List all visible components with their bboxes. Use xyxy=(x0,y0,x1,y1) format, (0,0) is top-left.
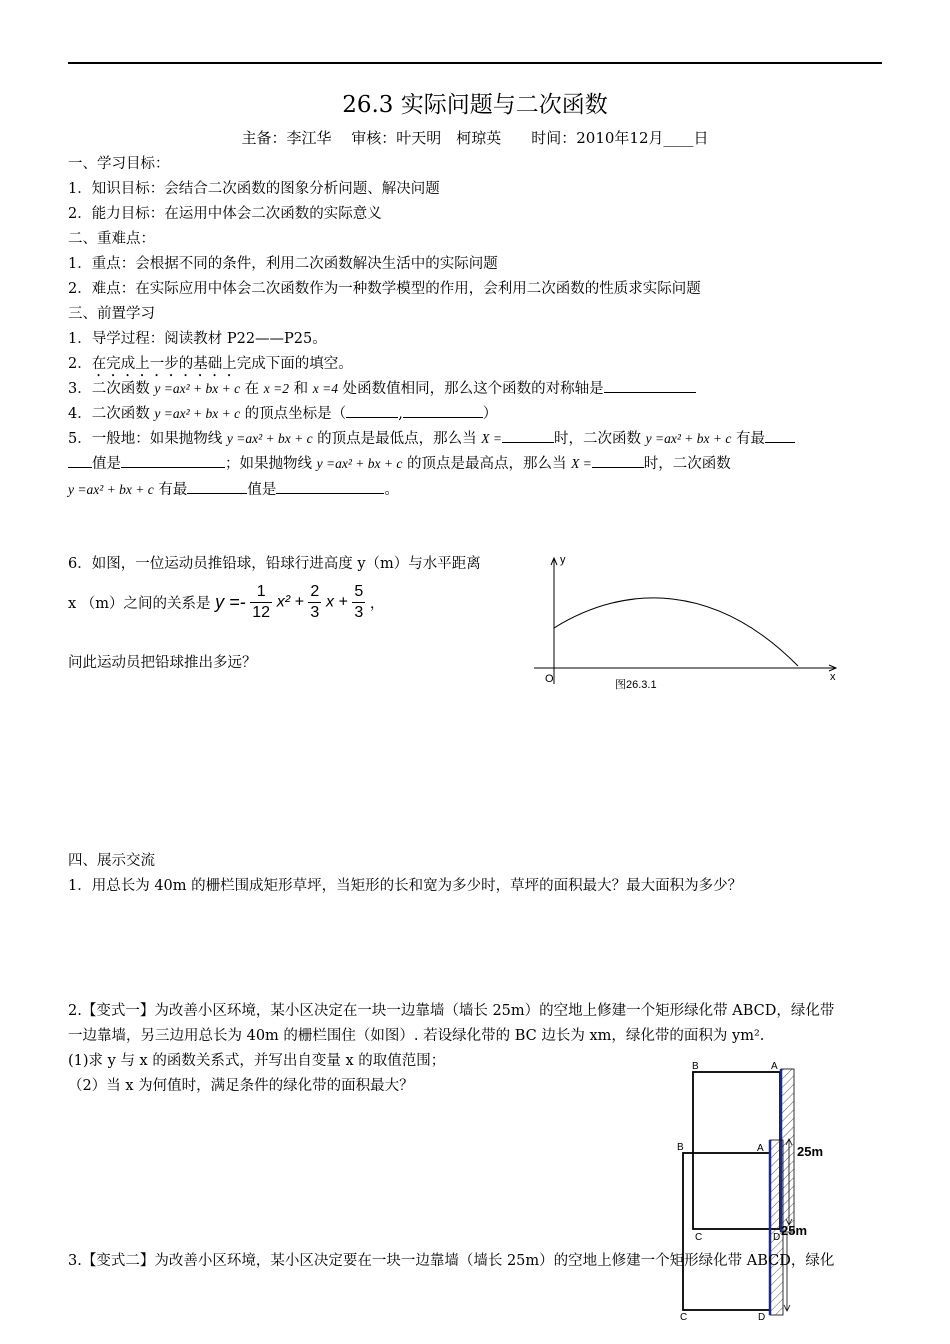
s4-item-2-q1: (1)求 y 与 x 的函数关系式，并写出自变量 x 的取值范围； xyxy=(68,1053,446,1069)
s3-item-5-text-g: 的顶点是最高点，那么当 xyxy=(402,456,572,472)
label-c-2: C xyxy=(680,1312,688,1323)
equation-comma: ， xyxy=(369,596,385,612)
s1-item-2: 2．能力目标：在运用中体会二次函数的实际意义 xyxy=(68,206,382,222)
x-value-2: x =4 xyxy=(312,381,338,396)
s3-item-1: 1．导学过程：阅读教材 P22——P25。 xyxy=(68,331,327,347)
x-value-1: x =2 xyxy=(263,381,290,396)
quadratic-function: y =ax² + bx + c xyxy=(68,482,154,497)
s4-item-2-q2: （2）当 x 为何值时，满足条件的绿化带的面积最大？ xyxy=(68,1078,414,1094)
s3-item-2 xyxy=(68,352,353,380)
wall-length-label-1: 25m xyxy=(797,1144,824,1159)
section-2-heading: 二、重难点： xyxy=(68,231,155,247)
fraction-numerator: 1 xyxy=(250,582,272,603)
wall-length-label-2: 25m xyxy=(781,1223,808,1238)
s3-item-4-comma: , xyxy=(398,406,403,422)
s3-item-6-line-1: 6．如图，一位运动员推铅球，铅球行进高度 y（m）与水平距离 xyxy=(68,556,481,572)
quadratic-function: y =ax² + bx + c xyxy=(645,431,732,446)
s3-item-5-text-e: 值是 xyxy=(92,456,121,472)
quadratic-function: y =ax² + bx + c xyxy=(154,381,241,396)
label-a-1: A xyxy=(771,1061,778,1072)
s3-item-2-suffix: 完成下面的填空。 xyxy=(236,356,353,372)
answer-blank[interactable] xyxy=(403,405,483,418)
s3-item-5-text-h: 时，二次函数 xyxy=(643,456,731,472)
quadratic-function: y =ax² + bx + c xyxy=(154,406,241,421)
s3-item-6-line-2 xyxy=(68,582,384,626)
parabola-curve xyxy=(554,598,798,666)
fraction-5-3 xyxy=(352,582,365,623)
s3-item-3 xyxy=(68,377,696,398)
s3-item-5-line-1 xyxy=(68,427,795,448)
equation-x: x + xyxy=(325,593,348,611)
s3-item-3-text-b: 在 xyxy=(240,381,264,397)
s4-item-2-line-1: 2.【变式一】为改善小区环境，某小区决定在一块一边靠墙（墙长 25m）的空地上修建一个矩形绿化带 ABCD，绿化带 xyxy=(68,1003,835,1019)
fraction-1-12 xyxy=(250,582,272,623)
x-equals: X = xyxy=(481,431,503,446)
answer-blank[interactable] xyxy=(68,455,92,468)
equation-x-squared: x² + xyxy=(276,593,304,611)
s3-item-3-text-c: 和 xyxy=(289,381,313,397)
fraction-numerator: 2 xyxy=(308,582,321,603)
s3-item-2-prefix: 2． xyxy=(68,356,92,372)
s3-item-5-text-b: 的顶点是最低点，那么当 xyxy=(312,431,482,447)
section-1-heading: 一、学习目标： xyxy=(68,156,170,172)
label-b-2: B xyxy=(677,1142,684,1153)
answer-blank[interactable] xyxy=(765,430,795,443)
fraction-denominator: 3 xyxy=(354,604,364,621)
s3-item-3-text-a: 3．二次函数 xyxy=(68,381,155,397)
x-equals: X = xyxy=(571,456,592,471)
s3-item-6-text-b: x （m）之间的关系是 xyxy=(68,596,211,612)
s3-item-5-text-j: 值是 xyxy=(247,482,277,498)
quadratic-function: y =ax² + bx + c xyxy=(226,431,313,446)
s4-item-1: 1．用总长为 40m 的栅栏围成矩形草坪，当矩形的长和宽为多少时，草坪的面积最大？最大面积为多少？ xyxy=(68,878,743,894)
s3-item-6-question: 问此运动员把铅球推出多远？ xyxy=(68,655,257,671)
s4-item-3: 3.【变式二】为改善小区环境，某小区决定要在一块一边靠墙（墙长 25m）的空地上修建一个矩形绿化带 ABCD，绿化 xyxy=(68,1253,835,1269)
s3-item-5-line-2 xyxy=(68,452,731,473)
s3-item-5-line-3 xyxy=(68,478,399,499)
section-4-heading: 四、展示交流 xyxy=(68,853,155,869)
answer-blank[interactable] xyxy=(604,380,696,393)
label-d-2: D xyxy=(758,1312,766,1323)
s2-item-2: 2．难点：在实际应用中体会二次函数作为一种数学模型的作用，会利用二次函数的性质求实际问题 xyxy=(68,281,701,297)
s3-item-5-text-d: 有最 xyxy=(731,431,765,447)
s4-item-2-line-2: 一边靠墙，另三边用总长为 40m 的栅栏围住（如图）. 若设绿化带的 BC 边长为 xm，绿化带的面积为 ym². xyxy=(68,1028,765,1044)
s3-item-5-text-a: 5．一般地：如果抛物线 xyxy=(68,431,227,447)
s3-item-5-text-f: ；如果抛物线 xyxy=(225,456,317,472)
shot-put-graph xyxy=(526,548,850,696)
label-a-2: A xyxy=(757,1143,764,1154)
figure-caption: 图26.3.1 xyxy=(615,679,657,691)
fraction-2-3 xyxy=(308,582,321,623)
fraction-numerator: 5 xyxy=(352,582,365,603)
s3-item-5-text-i: 有最 xyxy=(153,482,188,498)
y-axis-label: y xyxy=(560,554,566,566)
s3-item-2-dotted: 在完成上一步的基础上 xyxy=(91,356,237,372)
answer-blank[interactable] xyxy=(187,481,247,494)
rectangle-abcd-1 xyxy=(693,1072,780,1229)
s3-item-4-close: ） xyxy=(482,406,498,422)
page-title: 26.3 实际问题与二次函数 xyxy=(342,92,608,118)
fraction-denominator: 12 xyxy=(252,604,271,621)
top-rule xyxy=(68,62,882,64)
s3-item-4-text-b: 的顶点坐标是（ xyxy=(240,406,347,422)
label-c-1: C xyxy=(695,1232,703,1243)
s3-item-5-text-c: 时，二次函数 xyxy=(554,431,646,447)
answer-blank[interactable] xyxy=(346,405,398,418)
s3-item-4 xyxy=(68,402,497,423)
answer-blank[interactable] xyxy=(121,455,225,468)
author-line: 主备：李江华 审核：叶天明 柯琼英 时间：2010年12月____日 xyxy=(241,129,709,147)
green-belt-diagram xyxy=(670,1055,830,1330)
s3-item-3-text-d: 处函数值相同，那么这个函数的对称轴是 xyxy=(337,381,604,397)
s3-item-5-text-k: 。 xyxy=(384,482,399,498)
equation-y: y =- xyxy=(215,592,246,612)
answer-blank[interactable] xyxy=(592,455,644,468)
section-3-heading: 三、前置学习 xyxy=(68,306,155,322)
origin-label: O xyxy=(545,673,554,685)
fraction-denominator: 3 xyxy=(310,604,320,621)
x-axis-label: x xyxy=(830,671,836,683)
s1-item-1: 1．知识目标：会结合二次函数的图象分析问题、解决问题 xyxy=(68,181,440,197)
answer-blank[interactable] xyxy=(502,430,554,443)
label-b-1: B xyxy=(692,1061,699,1072)
s2-item-1: 1．重点：会根据不同的条件，利用二次函数解决生活中的实际问题 xyxy=(68,256,498,272)
answer-blank[interactable] xyxy=(276,481,384,494)
quadratic-function: y =ax² + bx + c xyxy=(316,456,403,471)
s3-item-4-text-a: 4．二次函数 xyxy=(68,406,155,422)
